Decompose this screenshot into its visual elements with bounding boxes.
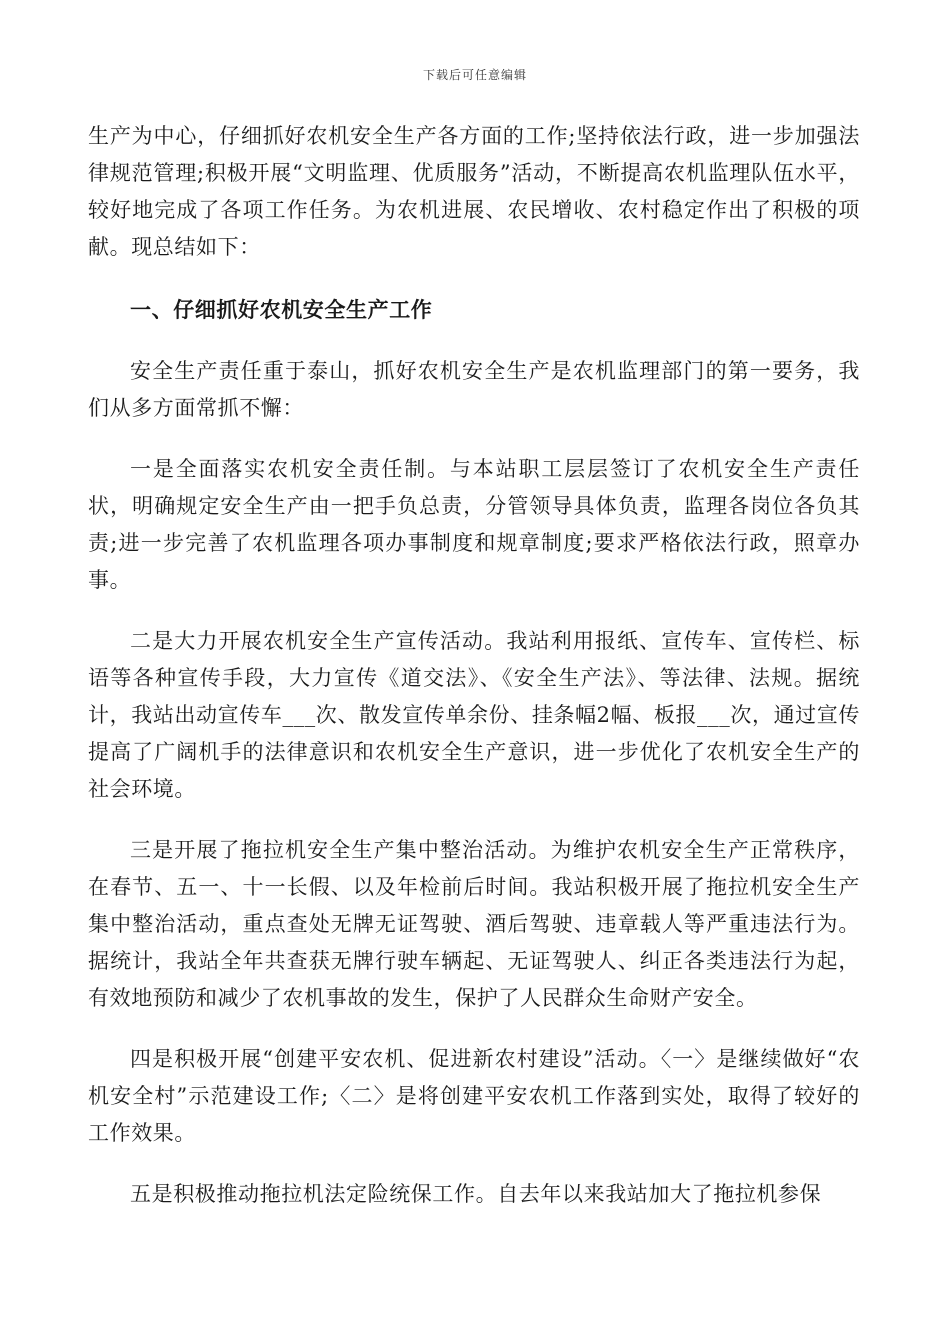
item-1-paragraph: 一是全面落实农机安全责任制。与本站职工层层签订了农机安全生产责任状，明确规定安全生产由一把手负总责，分管领导具体负责，监理各岗位各负其责;进一步完善了农机监理各项办事制度和规章制度;要求严格依法行政，照章办事。 <box>88 457 860 592</box>
intro-paragraph: 生产为中心，仔细抓好农机安全生产各方面的工作;坚持依法行政，进一步加强法律规范管理;积极开展“文明监理、优质服务”活动，不断提高农机监理队伍水平，较好地完成了各项工作任务。为农机进展、农民增收、农村稳定作出了积极的项献。现总结如下： <box>88 124 860 259</box>
header-note: 下载后可任意编辑 <box>422 68 527 82</box>
item-2-paragraph: 二是大力开展农机安全生产宣传活动。我站利用报纸、宣传车、宣传栏、标语等各种宣传手段，大力宣传《道交法》、《安全生产法》、等法律、法规。据统计，我站出动宣传车___次、散发宣传单余份、挂条幅2幅、板报___次，通过宣传提高了广阔机手的法律意识和农机安全生产意识，进一步优化了农机安全生产的社会环境。 <box>88 629 860 801</box>
document-body <box>88 118 860 1213</box>
item-3-paragraph: 三是开展了拖拉机安全生产集中整治活动。为维护农机安全生产正常秩序，在春节、五一、十一长假、以及年检前后时间。我站积极开展了拖拉机安全生产集中整治活动，重点查处无牌无证驾驶、酒后驾驶、违章载人等严重违法行为。据统计，我站全年共查获无牌行驶车辆起、无证驾驶人、纠正各类违法行为起，有效地预防和减少了农机事故的发生，保护了人民群众生命财产安全。 <box>88 838 860 1010</box>
item-4-paragraph: 四是积极开展“创建平安农机、促进新农村建设”活动。〈一〉是继续做好“农机安全村”示范建设工作;〈二〉是将创建平安农机工作落到实处，取得了较好的工作效果。 <box>88 1047 860 1145</box>
section-lead-paragraph: 安全生产责任重于泰山，抓好农机安全生产是农机监理部门的第一要务，我们从多方面常抓不懈： <box>88 359 860 420</box>
item-5-paragraph: 五是积极推动拖拉机法定险统保工作。自去年以来我站加大了拖拉机参保 <box>130 1182 822 1206</box>
section-heading: 一、仔细抓好农机安全生产工作 <box>130 298 433 322</box>
